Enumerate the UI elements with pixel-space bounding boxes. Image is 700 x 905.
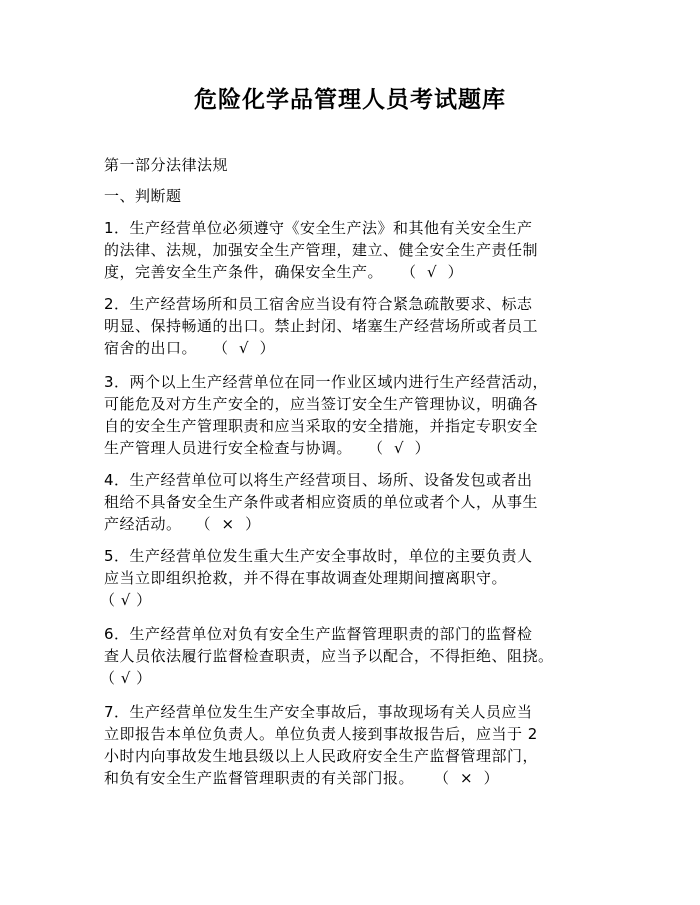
question-line: 查人员依法履行监督检查职责，应当予以配合，不得拒绝、阻挠。 [104, 647, 554, 665]
question-line-text: 度，完善安全生产条件，确保安全生产。 [104, 263, 384, 281]
question-line: 应当立即组织抢救，并不得在事故调查处理期间擅离职守。 [104, 569, 508, 587]
question-line-text: 宿舍的出口。 [104, 339, 198, 357]
question-line: 租给不具备安全生产条件或者相应资质的单位或者个人，从事生 [104, 493, 539, 511]
question-line: 1．生产经营单位必须遵守《安全生产法》和其他有关安全生产 [104, 219, 533, 237]
answer-mark: （ × ） [434, 769, 500, 787]
question-line-with-answer [104, 337, 624, 359]
answer-mark: （ √ ） [401, 263, 464, 281]
question-7 [104, 701, 624, 789]
question-line: 7．生产经营单位发生生产安全事故后，事故现场有关人员应当 [104, 703, 533, 721]
question-line-with-answer [104, 513, 624, 535]
question-line-with-answer [104, 261, 624, 283]
question-line: 立即报告本单位负责人。单位负责人接到事故报告后，应当于 2 [104, 725, 538, 743]
document-title: 危险化学品管理人员考试题库 [194, 86, 506, 113]
question-line: 自的安全生产管理职责和应当采取的安全措施，并指定专职安全 [104, 417, 539, 435]
answer-mark: （ √ ） [100, 669, 152, 687]
question-3 [104, 371, 624, 459]
question-line: 6．生产经营单位对负有安全生产监督管理职责的部门的监督检 [104, 625, 533, 643]
question-line-text: 和负有安全生产监督管理职责的有关部门报。 [104, 769, 415, 787]
question-line-with-answer [100, 589, 624, 611]
answer-mark: （ √ ） [213, 339, 276, 357]
question-2 [104, 293, 624, 359]
question-6 [100, 623, 624, 689]
question-line-with-answer [104, 767, 624, 789]
question-line: 4．生产经营单位可以将生产经营项目、场所、设备发包或者出 [104, 471, 533, 489]
part-heading: 第一部分法律法规 [104, 156, 229, 174]
question-line: 明显、保持畅通的出口。禁止封闭、堵塞生产经营场所或者员工 [104, 317, 539, 335]
question-line: 可能危及对方生产安全的，应当签订安全生产管理协议，明确各 [104, 395, 539, 413]
question-5 [100, 545, 624, 611]
question-line: 5．生产经营单位发生重大生产安全事故时，单位的主要负责人 [104, 547, 533, 565]
question-line: 2．生产经营场所和员工宿舍应当设有符合紧急疏散要求、标志 [104, 295, 533, 313]
answer-mark: （ √ ） [368, 439, 431, 457]
question-line-text: 生产管理人员进行安全检查与协调。 [104, 439, 353, 457]
question-line: 3．两个以上生产经营单位在同一作业区域内进行生产经营活动， [104, 373, 549, 391]
question-line: 的法律、法规，加强安全生产管理，建立、健全安全生产责任制 [104, 241, 539, 259]
question-line-text: 产经活动。 [104, 515, 182, 533]
question-line: 小时内向事故发生地县级以上人民政府安全生产监督管理部门， [104, 747, 539, 765]
question-4 [104, 469, 624, 535]
answer-mark: （ √ ） [100, 591, 152, 609]
section-heading: 一、判断题 [104, 187, 182, 205]
question-line-with-answer [104, 437, 624, 459]
question-1 [104, 217, 624, 283]
question-line-with-answer [100, 667, 624, 689]
answer-mark: （ × ） [195, 515, 261, 533]
